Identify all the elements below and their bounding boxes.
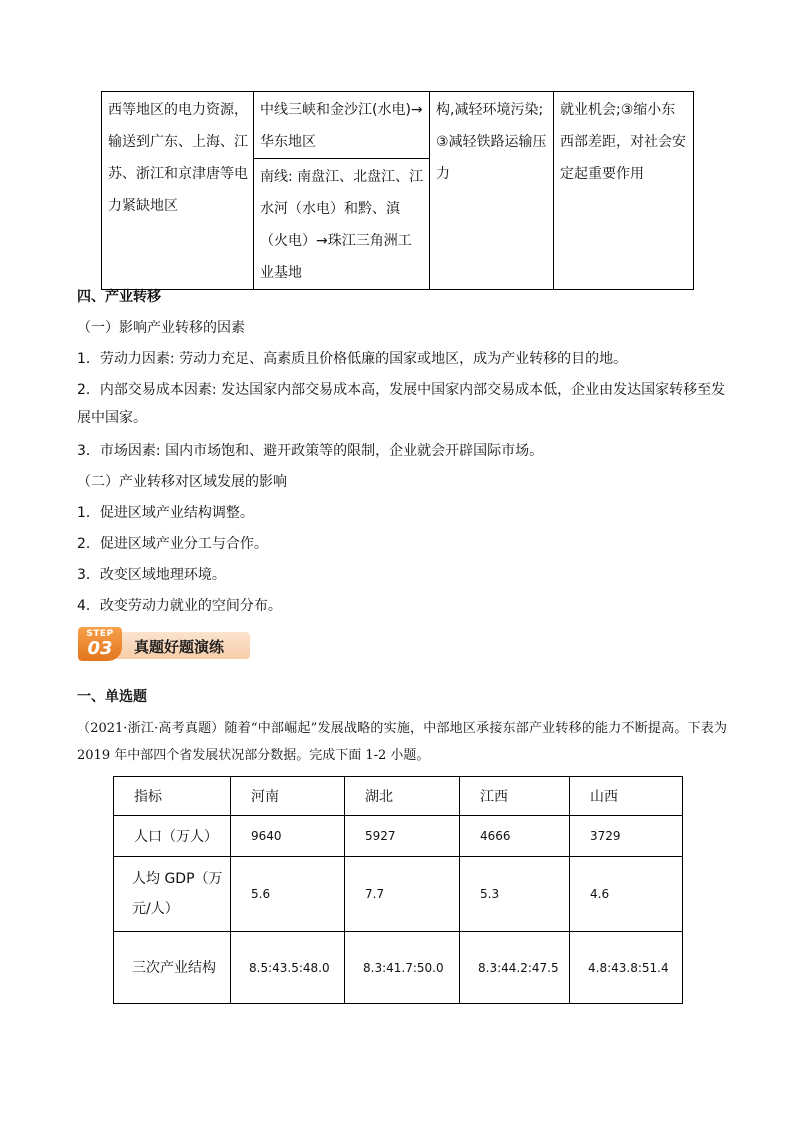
data-table (113, 776, 683, 1004)
table-cell: 8.3:41.7:50.0 (345, 932, 460, 1004)
table-cell: 3729 (570, 816, 683, 857)
list-item: 4．改变劳动力就业的空间分布。 (77, 598, 282, 614)
row-label: 三次产业结构 (114, 932, 231, 1004)
table-cell: 4.8:43.8:51.4 (570, 932, 683, 1004)
table-cell: 8.5:43.5:48.0 (231, 932, 345, 1004)
table-header-cell: 山西 (570, 777, 683, 816)
table-header-cell: 指标 (114, 777, 231, 816)
table-row (114, 932, 683, 1004)
question-section-heading: 一、单选题 (77, 689, 147, 705)
list-item: 1．促进区域产业结构调整。 (77, 505, 254, 521)
table-row (114, 816, 683, 857)
list-item: 3．市场因素: 国内市场饱和、避开政策等的限制，企业就会开辟国际市场。 (77, 443, 544, 459)
step-label: STEP (86, 629, 114, 639)
table-cell: 4666 (460, 816, 570, 857)
table-cell: 5.6 (231, 857, 345, 932)
list-item: 2．内部交易成本因素: 发达国家内部交易成本高，发展中国家内部交易成本低，企业由发达国家转移至发展中国家。 (77, 382, 726, 426)
question-intro: （2021·浙江·高考真题）随着“中部崛起”发展战略的实施，中部地区承接东部产业转移的能力不断提高。下表为 2019 年中部四个省发展状况部分数据。完成下面 1-2 小题。 (77, 721, 727, 763)
table-header-row (114, 777, 683, 816)
table-cell: 4.6 (570, 857, 683, 932)
table-header-cell: 江西 (460, 777, 570, 816)
step-title: 真题好题演练 (134, 638, 225, 656)
table-cell: 8.3:44.2:47.5 (460, 932, 570, 1004)
list-item: 3．改变区域地理环境。 (77, 567, 226, 583)
top-table-cell-4: 就业机会;③缩小东西部差距，对社会安定起重要作用 (554, 92, 694, 290)
step-banner (78, 627, 250, 663)
table-row (114, 857, 683, 932)
row-label: 人均 GDP（万元/人） (114, 857, 231, 932)
step-number: 03 (87, 638, 113, 659)
table-cell: 7.7 (345, 857, 460, 932)
subsection-heading-2: （二）产业转移对区域发展的影响 (77, 474, 287, 490)
table-cell: 5.3 (460, 857, 570, 932)
section-heading: 四、产业转移 (77, 289, 161, 305)
step-badge (78, 627, 122, 661)
row-label: 人口（万人） (114, 816, 231, 857)
list-item: 2．促进区域产业分工与合作。 (77, 536, 268, 552)
top-table-cell-2b: 南线: 南盘江、北盘江、江水河（水电）和黔、滇（火电）→珠江三角洲工业基地 (254, 159, 430, 290)
table-cell: 9640 (231, 816, 345, 857)
subsection-heading-1: （一）影响产业转移的因素 (77, 320, 245, 336)
table-cell: 5927 (345, 816, 460, 857)
table-header-cell: 湖北 (345, 777, 460, 816)
continuation-table (101, 91, 694, 290)
list-item: 1．劳动力因素: 劳动力充足、高素质且价格低廉的国家或地区，成为产业转移的目的地。 (77, 351, 628, 367)
table-header-cell: 河南 (231, 777, 345, 816)
top-table-cell-3: 构,减轻环境污染;③减轻铁路运输压力 (430, 92, 554, 290)
top-table-cell-2a: 中线三峡和金沙江(水电)→华东地区 (254, 92, 430, 159)
top-table-cell-1: 西等地区的电力资源，输送到广东、上海、江苏、浙江和京津唐等电力紧缺地区 (102, 92, 254, 290)
